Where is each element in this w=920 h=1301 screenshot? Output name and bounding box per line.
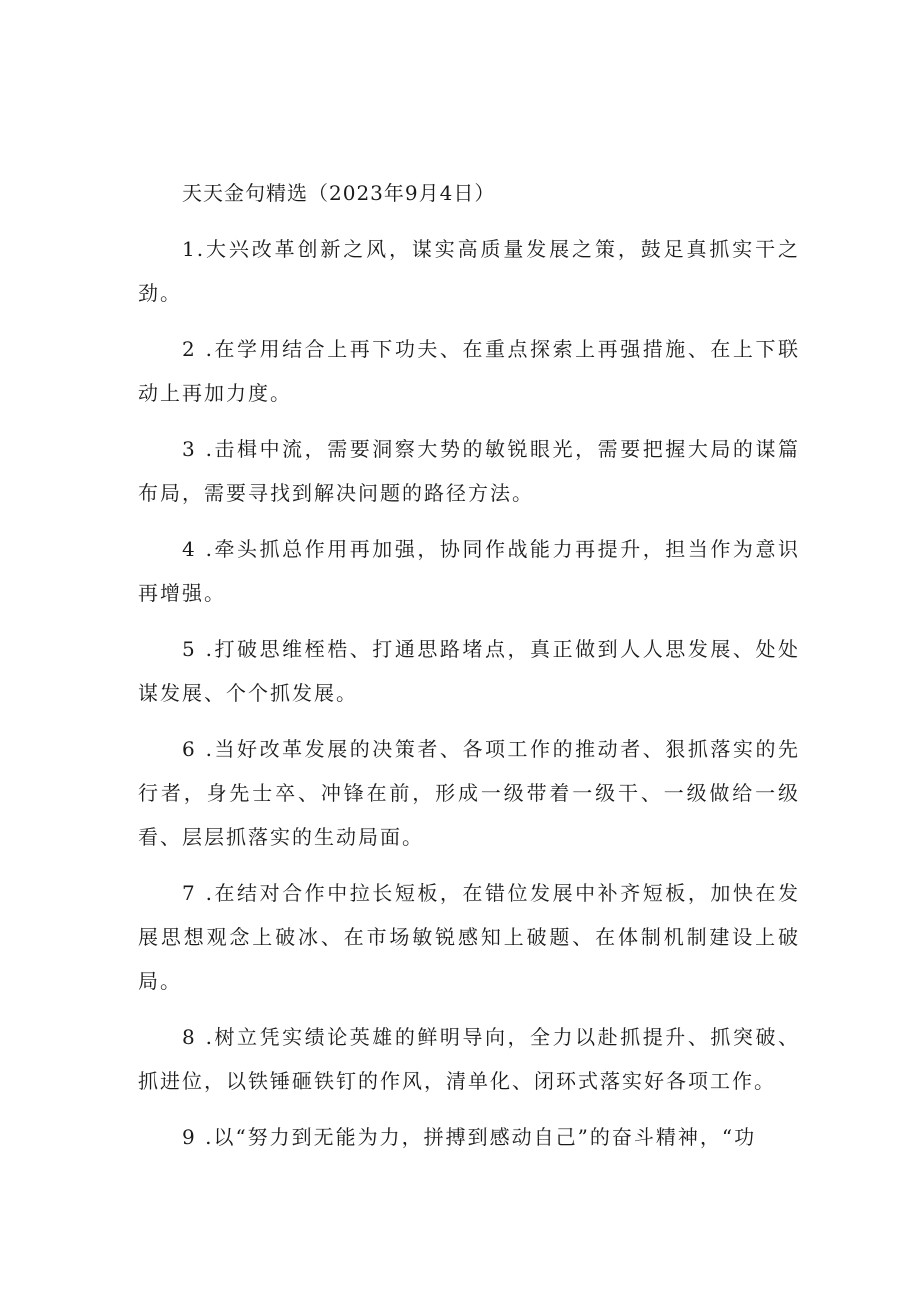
quote-item-4: 4 .牵头抓总作用再加强，协同作战能力再提升，担当作为意识再增强。 — [138, 537, 800, 605]
quote-item-2: 2 .在学用结合上再下功夫、在重点探索上再强措施、在上下联动上再加力度。 — [138, 337, 800, 405]
quote-item-3: 3 .击楫中流，需要洞察大势的敏锐眼光，需要把握大局的谋篇布局，需要寻找到解决问题的路径方法。 — [138, 437, 800, 505]
quote-item-1: 1.大兴改革创新之风，谋实高质量发展之策，鼓足真抓实干之劲。 — [138, 237, 800, 305]
quote-item-7: 7 .在结对合作中拉长短板，在错位发展中补齐短板，加快在发展思想观念上破冰、在市场敏锐感知上破题、在体制机制建设上破局。 — [138, 881, 800, 993]
quote-item-6: 6 .当好改革发展的决策者、各项工作的推动者、狠抓落实的先行者，身先士卒、冲锋在前，形成一级带着一级干、一级做给一级看、层层抓落实的生动局面。 — [138, 737, 800, 849]
quote-item-5: 5 .打破思维桎梏、打通思路堵点，真正做到人人思发展、处处谋发展、个个抓发展。 — [138, 637, 800, 705]
quote-item-8: 8 .树立凭实绩论英雄的鲜明导向，全力以赴抓提升、抓突破、抓进位，以铁锤砸铁钉的作风，清单化、闭环式落实好各项工作。 — [138, 1025, 800, 1093]
document-body — [138, 171, 800, 1171]
quote-item-9: 9 .以“努力到无能为力，拼搏到感动自己”的奋斗精神，“功 — [182, 1125, 757, 1149]
document-title: 天天金句精选（2023年9月4日） — [182, 181, 496, 205]
